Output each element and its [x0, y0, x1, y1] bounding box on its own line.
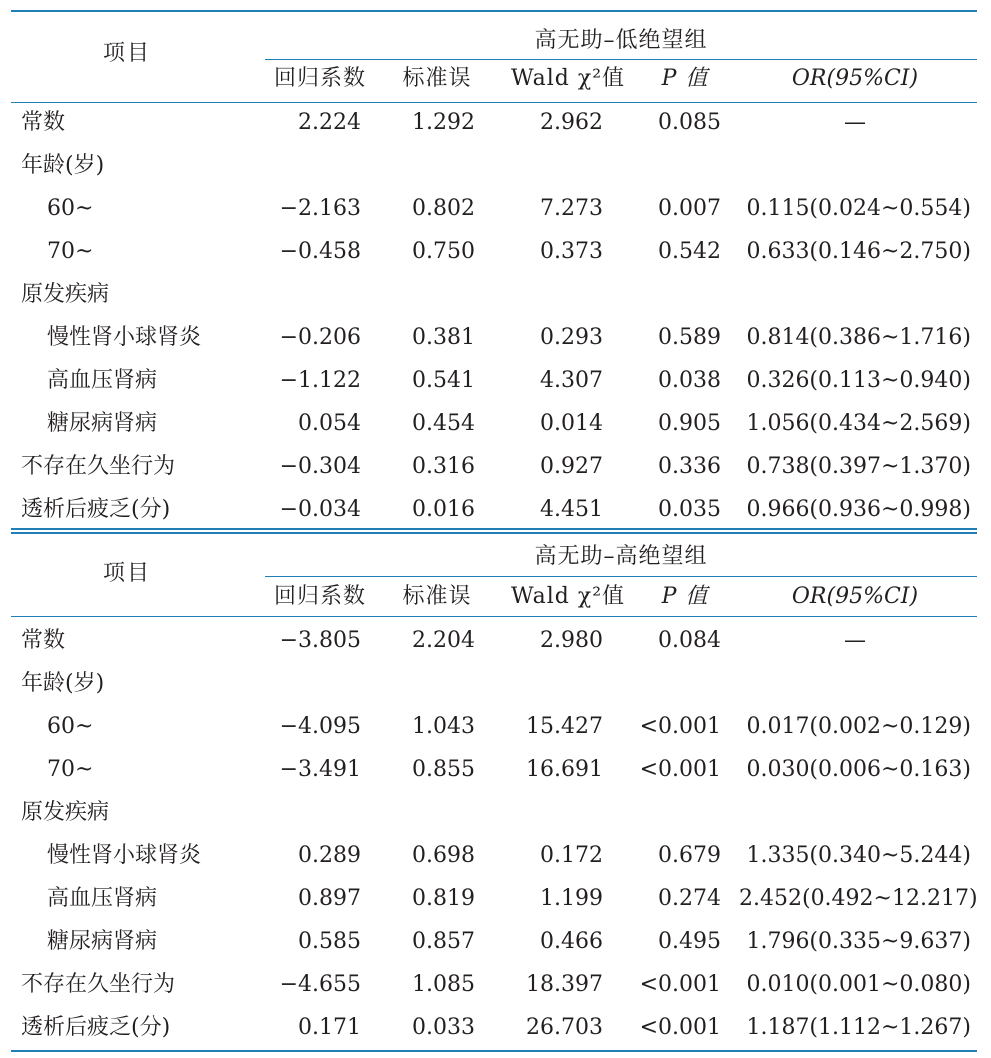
header-item: 项目 — [103, 41, 152, 66]
cell-coefficient: 2.224 — [298, 110, 361, 135]
cell-or: 2.452(0.492~12.217) — [739, 886, 978, 911]
cell-p: 0.035 — [658, 497, 721, 522]
cell-wald: 16.691 — [526, 757, 603, 782]
cell-se: 0.016 — [412, 497, 475, 522]
cell-or: 0.115(0.024~0.554) — [746, 196, 971, 221]
header-rule — [11, 102, 977, 103]
row-label: 原发疾病 — [21, 282, 110, 307]
col-header-se: 标准误 — [402, 66, 472, 91]
cell-or: 0.030(0.006~0.163) — [746, 757, 971, 782]
group-rule — [265, 576, 977, 577]
header-item: 项目 — [103, 561, 152, 586]
cell-coefficient: 0.054 — [298, 411, 361, 436]
cell-wald: 18.397 — [526, 972, 603, 997]
row-label: 糖尿病肾病 — [47, 929, 158, 954]
cell-p: 0.274 — [658, 886, 721, 911]
top-rule — [11, 10, 977, 12]
cell-coefficient: −4.095 — [279, 714, 361, 739]
cell-coefficient: −0.458 — [279, 239, 361, 264]
cell-p: <0.001 — [639, 972, 721, 997]
cell-coefficient: −0.206 — [279, 325, 361, 350]
cell-p: 0.038 — [658, 368, 721, 393]
cell-wald: 4.451 — [540, 497, 603, 522]
cell-se: 0.819 — [412, 886, 475, 911]
cell-p: <0.001 — [639, 714, 721, 739]
cell-or: 0.814(0.386~1.716) — [746, 325, 971, 350]
cell-coefficient: −3.491 — [279, 757, 361, 782]
cell-or: — — [844, 628, 866, 653]
col-header-p: P 值 — [661, 66, 709, 91]
col-header-wald: Wald χ²值 — [510, 66, 626, 91]
cell-coefficient: 0.585 — [298, 929, 361, 954]
cell-se: 1.292 — [412, 110, 475, 135]
row-label: 60~ — [47, 714, 94, 739]
cell-se: 0.698 — [412, 843, 475, 868]
row-label: 糖尿病肾病 — [47, 411, 158, 436]
cell-or: 0.017(0.002~0.129) — [746, 714, 971, 739]
cell-se: 1.043 — [412, 714, 475, 739]
row-label: 高血压肾病 — [47, 368, 158, 393]
cell-wald: 15.427 — [526, 714, 603, 739]
cell-or: 0.633(0.146~2.750) — [746, 239, 971, 264]
cell-p: 0.679 — [658, 843, 721, 868]
cell-p: <0.001 — [639, 757, 721, 782]
table-panel-high-hopelessness — [11, 532, 977, 1054]
cell-p: 0.495 — [658, 929, 721, 954]
cell-coefficient: −0.304 — [279, 454, 361, 479]
cell-se: 0.541 — [412, 368, 475, 393]
cell-p: 0.589 — [658, 325, 721, 350]
row-label: 透析后疲乏(分) — [21, 497, 171, 522]
group-header: 高无助–低绝望组 — [534, 28, 708, 53]
cell-or: — — [844, 110, 866, 135]
cell-wald: 0.466 — [540, 929, 603, 954]
top-rule — [11, 532, 977, 534]
cell-wald: 2.962 — [540, 110, 603, 135]
cell-se: 0.802 — [412, 196, 475, 221]
cell-coefficient: −3.805 — [279, 628, 361, 653]
cell-wald: 0.927 — [540, 454, 603, 479]
cell-p: <0.001 — [639, 1015, 721, 1040]
bottom-rule — [11, 528, 977, 530]
cell-or: 1.187(1.112~1.267) — [746, 1015, 971, 1040]
cell-coefficient: −4.655 — [279, 972, 361, 997]
cell-coefficient: 0.897 — [298, 886, 361, 911]
cell-wald: 0.293 — [540, 325, 603, 350]
cell-or: 0.010(0.001~0.080) — [746, 972, 971, 997]
col-header-coefficient: 回归系数 — [273, 66, 366, 91]
row-label: 常数 — [21, 628, 66, 653]
cell-se: 0.855 — [412, 757, 475, 782]
cell-p: 0.007 — [658, 196, 721, 221]
col-header-coefficient: 回归系数 — [273, 584, 366, 609]
cell-se: 0.316 — [412, 454, 475, 479]
group-header: 高无助–高绝望组 — [534, 544, 708, 569]
cell-se: 2.204 — [412, 628, 475, 653]
row-label: 60~ — [47, 196, 94, 221]
cell-p: 0.336 — [658, 454, 721, 479]
cell-coefficient: −1.122 — [279, 368, 361, 393]
cell-or: 0.966(0.936~0.998) — [746, 497, 971, 522]
cell-p: 0.084 — [658, 628, 721, 653]
col-header-or: OR(95%CI) — [791, 584, 919, 609]
col-header-p: P 值 — [661, 584, 709, 609]
cell-coefficient: −0.034 — [279, 497, 361, 522]
row-label: 年龄(岁) — [21, 671, 105, 696]
row-label: 不存在久坐行为 — [21, 454, 176, 479]
cell-wald: 26.703 — [526, 1015, 603, 1040]
cell-coefficient: 0.171 — [298, 1015, 361, 1040]
cell-se: 0.033 — [412, 1015, 475, 1040]
col-header-or: OR(95%CI) — [791, 66, 919, 91]
cell-wald: 7.273 — [540, 196, 603, 221]
cell-p: 0.542 — [658, 239, 721, 264]
bottom-rule — [11, 1050, 977, 1052]
cell-wald: 4.307 — [540, 368, 603, 393]
col-header-wald: Wald χ²值 — [510, 584, 626, 609]
cell-wald: 0.014 — [540, 411, 603, 436]
row-label: 慢性肾小球肾炎 — [47, 843, 202, 868]
cell-se: 0.381 — [412, 325, 475, 350]
row-label: 慢性肾小球肾炎 — [47, 325, 202, 350]
row-label: 透析后疲乏(分) — [21, 1015, 171, 1040]
cell-or: 0.326(0.113~0.940) — [746, 368, 971, 393]
cell-wald: 0.172 — [540, 843, 603, 868]
cell-or: 1.796(0.335~9.637) — [746, 929, 971, 954]
row-label: 年龄(岁) — [21, 153, 105, 178]
cell-se: 0.857 — [412, 929, 475, 954]
table-panel-low-hopelessness — [11, 10, 977, 530]
cell-coefficient: −2.163 — [279, 196, 361, 221]
col-header-se: 标准误 — [402, 584, 472, 609]
cell-se: 0.750 — [412, 239, 475, 264]
row-label: 不存在久坐行为 — [21, 972, 176, 997]
header-rule — [11, 616, 977, 617]
cell-wald: 2.980 — [540, 628, 603, 653]
cell-p: 0.085 — [658, 110, 721, 135]
row-label: 70~ — [47, 239, 94, 264]
row-label: 常数 — [21, 110, 66, 135]
row-label: 70~ — [47, 757, 94, 782]
cell-se: 1.085 — [412, 972, 475, 997]
cell-or: 1.056(0.434~2.569) — [746, 411, 971, 436]
cell-se: 0.454 — [412, 411, 475, 436]
cell-coefficient: 0.289 — [298, 843, 361, 868]
row-label: 高血压肾病 — [47, 886, 158, 911]
cell-or: 0.738(0.397~1.370) — [746, 454, 971, 479]
cell-or: 1.335(0.340~5.244) — [746, 843, 971, 868]
cell-wald: 1.199 — [540, 886, 603, 911]
group-rule — [265, 59, 977, 60]
cell-wald: 0.373 — [540, 239, 603, 264]
cell-p: 0.905 — [658, 411, 721, 436]
row-label: 原发疾病 — [21, 800, 110, 825]
